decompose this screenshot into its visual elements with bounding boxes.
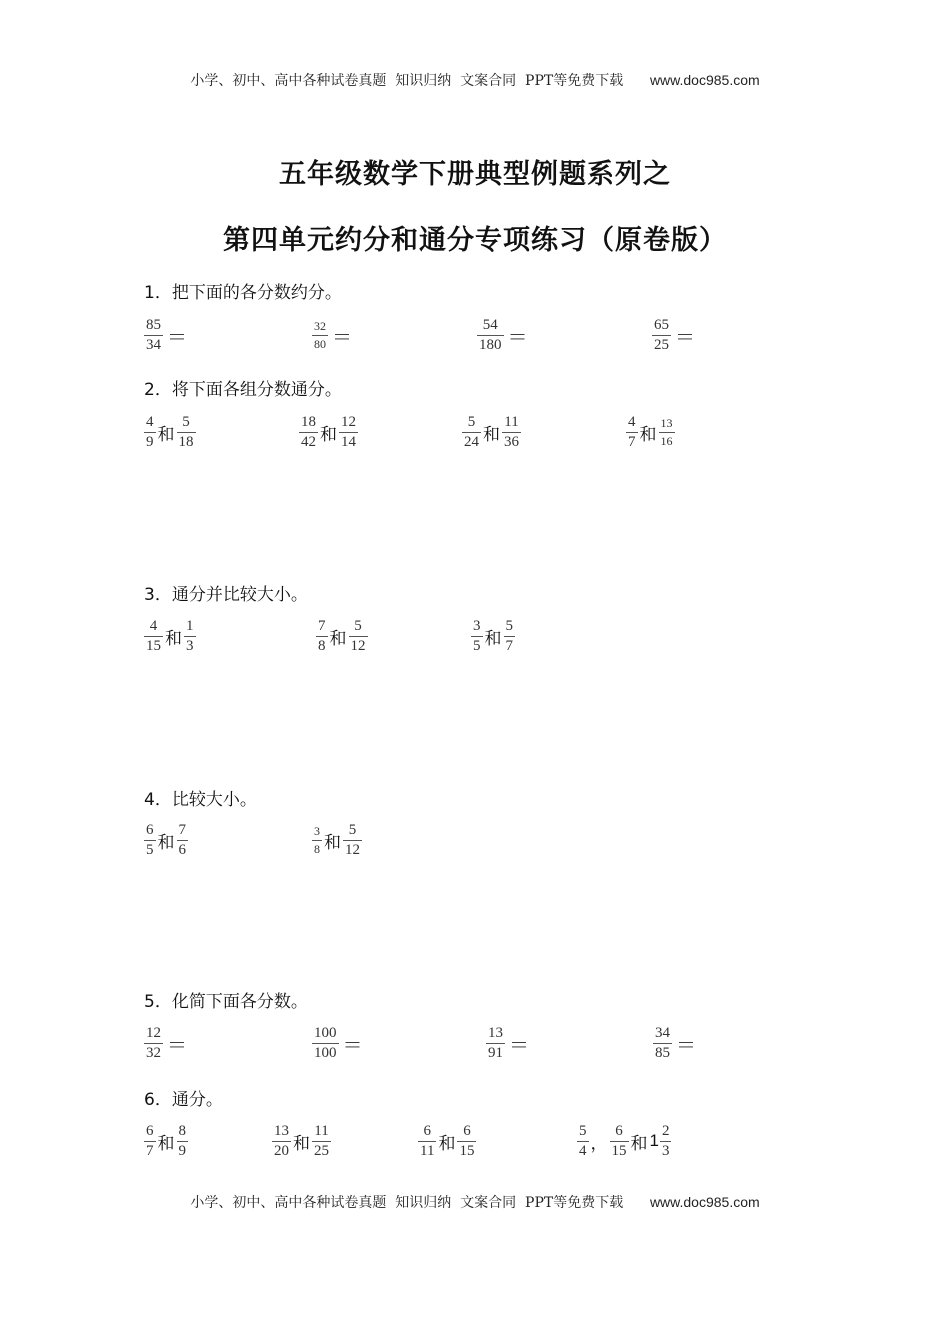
equals-sign: ＝	[342, 1032, 363, 1057]
question-1-row	[144, 313, 844, 357]
fraction: $\frac{6}{11}$	[420, 1122, 435, 1159]
page-footer	[0, 1192, 950, 1212]
footer-text: 小学、初中、高中各种试卷真题 知识归纳 文案合同 PPT等免费下载	[190, 1195, 624, 1211]
question-4-row	[144, 818, 844, 862]
equals-sign: ＝	[676, 1032, 696, 1057]
fraction: $\frac{2}{3}$	[661, 1122, 670, 1159]
fraction: $\frac{6}{15}$	[459, 1122, 475, 1159]
fraction: $\frac{5}{4}$	[579, 1122, 587, 1159]
fraction: $\frac{32}{80}$	[314, 318, 326, 351]
fraction: $\frac{4}{7}$	[628, 413, 636, 450]
q1-item	[312, 313, 352, 357]
q5-item	[144, 1021, 187, 1065]
q2-item	[299, 410, 358, 454]
fraction: $\frac{6}{5}$	[146, 821, 154, 858]
fraction: $\frac{13}{20}$	[274, 1122, 289, 1159]
question-2-row	[144, 410, 844, 454]
fraction: $\frac{3}{5}$	[473, 617, 481, 654]
connector-and: 和	[293, 1133, 310, 1154]
q6-item	[144, 1119, 188, 1163]
header-url[interactable]: www.doc985.com	[649, 72, 760, 88]
fraction: $\frac{7}{8}$	[318, 617, 326, 654]
fraction: $\frac{5}{12}$	[345, 821, 360, 858]
fraction: $\frac{11}{36}$	[504, 413, 519, 450]
question-6-label: 6．通分。	[144, 1090, 223, 1110]
equals-sign: ＝	[332, 324, 352, 349]
equals-sign: ＝	[167, 324, 187, 349]
connector-and: 和	[320, 424, 337, 445]
fraction: $\frac{12}{14}$	[341, 413, 356, 450]
question-5-row	[144, 1021, 844, 1065]
connector-and: 和	[484, 628, 502, 649]
question-1-label: 1．把下面的各分数约分。	[144, 283, 342, 303]
q2-item	[144, 410, 196, 454]
connector-and: 和	[329, 628, 347, 649]
q3-item	[316, 614, 368, 658]
page-title-line2: 第四单元约分和通分专项练习（原卷版）	[223, 225, 727, 256]
connector-and: 和	[324, 832, 341, 853]
q4-item	[144, 818, 188, 862]
q6-item	[272, 1119, 331, 1163]
fraction: $\frac{13}{16}$	[660, 415, 673, 448]
connector-and: 和	[165, 628, 182, 649]
connector-and: 和	[630, 1133, 648, 1154]
fraction: $\frac{8}{9}$	[178, 1122, 186, 1159]
question-5-label: 5．化简下面各分数。	[144, 992, 308, 1012]
fraction: $\frac{34}{85}$	[655, 1024, 670, 1061]
fraction: $\frac{6}{7}$	[146, 1122, 154, 1159]
q5-item	[653, 1021, 696, 1065]
page-header	[0, 70, 950, 90]
equals-sign: ＝	[507, 324, 528, 349]
header-text: 小学、初中、高中各种试卷真题 知识归纳 文案合同 PPT等免费下载	[190, 73, 624, 89]
question-2-label: 2．将下面各组分数通分。	[144, 380, 342, 400]
equals-sign: ＝	[675, 324, 695, 349]
fraction: $\frac{4}{15}$	[146, 617, 161, 654]
separator-comma: ，	[590, 1133, 608, 1154]
fraction: $\frac{18}{42}$	[301, 413, 316, 450]
fraction: $\frac{5}{7}$	[505, 617, 513, 654]
q5-item	[312, 1021, 363, 1065]
fraction: $\frac{65}{25}$	[654, 316, 669, 353]
page-title-line1: 五年级数学下册典型例题系列之	[279, 159, 671, 190]
connector-and: 和	[639, 424, 657, 445]
q6-item	[418, 1119, 476, 1163]
connector-and: 和	[157, 1133, 175, 1154]
mixed-number-whole: 1	[649, 1131, 659, 1150]
q6-item	[577, 1119, 671, 1163]
fraction: $\frac{54}{180}$	[479, 316, 502, 353]
fraction: $\frac{12}{32}$	[146, 1024, 161, 1061]
fraction: $\frac{6}{15}$	[611, 1122, 627, 1159]
fraction: $\frac{11}{25}$	[314, 1122, 329, 1159]
question-3-label: 3．通分并比较大小。	[144, 585, 308, 605]
fraction: $\frac{100}{100}$	[314, 1024, 337, 1061]
q4-item	[312, 818, 362, 862]
q1-item	[652, 313, 695, 357]
q2-item	[626, 410, 675, 454]
connector-and: 和	[438, 1133, 456, 1154]
fraction: $\frac{3}{8}$	[314, 823, 320, 856]
question-6-row	[144, 1119, 844, 1163]
fraction: $\frac{5}{18}$	[178, 413, 194, 450]
connector-and: 和	[157, 424, 175, 445]
fraction: $\frac{7}{6}$	[178, 821, 186, 858]
q1-item	[144, 313, 187, 357]
fraction: $\frac{1}{3}$	[186, 617, 194, 654]
q2-item	[462, 410, 521, 454]
connector-and: 和	[483, 424, 500, 445]
question-4-label: 4．比较大小。	[144, 790, 257, 810]
connector-and: 和	[157, 832, 175, 853]
q3-item	[471, 614, 515, 658]
fraction: $\frac{13}{91}$	[488, 1024, 503, 1061]
q1-item	[477, 313, 528, 357]
q3-item	[144, 614, 196, 658]
footer-url[interactable]: www.doc985.com	[649, 1194, 760, 1210]
fraction: $\frac{4}{9}$	[146, 413, 154, 450]
fraction: $\frac{5}{12}$	[350, 617, 366, 654]
equals-sign: ＝	[167, 1032, 187, 1057]
fraction: $\frac{5}{24}$	[464, 413, 479, 450]
equals-sign: ＝	[509, 1032, 529, 1057]
question-3-row	[144, 614, 844, 658]
q5-item	[486, 1021, 529, 1065]
fraction: $\frac{85}{34}$	[146, 316, 161, 353]
